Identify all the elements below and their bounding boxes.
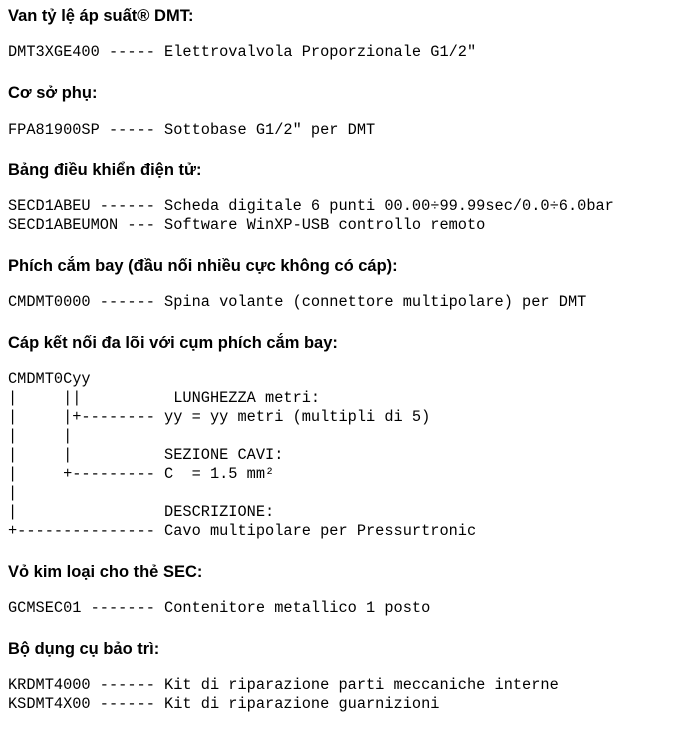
code-line: SECD1ABEU ------ Scheda digitale 6 punti 00.00÷99.99sec/0.0÷6.0bar (8, 197, 614, 215)
section-heading-flying-plug: Phích cắm bay (đầu nối nhiều cực không có cáp): (8, 257, 398, 275)
section-body-metal-case (8, 599, 430, 618)
section-body-subbase (8, 121, 375, 140)
code-line: CMDMT0Cyy (8, 370, 91, 388)
section-heading-cable: Cáp kết nối đa lõi với cụm phích cắm bay: (8, 334, 338, 352)
section-body-dmt-valve (8, 43, 476, 62)
code-line: DMT3XGE400 ----- Elettrovalvola Proporzionale G1/2" (8, 43, 477, 61)
code-line: +--------------- Cavo multipolare per Pressurtronic (8, 522, 477, 540)
code-line: | || LUNGHEZZA metri: (8, 389, 321, 407)
section-heading-maintenance-kit: Bộ dụng cụ bảo trì: (8, 640, 160, 658)
code-line: | |+-------- yy = yy metri (multipli di 5) (8, 408, 431, 426)
code-line: | (8, 484, 18, 502)
section-body-flying-plug (8, 293, 586, 312)
code-line: KRDMT4000 ------ Kit di riparazione parti meccaniche interne (8, 676, 559, 694)
code-line: SECD1ABEUMON --- Software WinXP-USB controllo remoto (8, 216, 486, 234)
code-line: | DESCRIZIONE: (8, 503, 275, 521)
code-line: | +--------- C = 1.5 mm² (8, 465, 275, 483)
section-body-cable-diagram (8, 370, 476, 541)
code-line: | | (8, 427, 73, 445)
section-heading-subbase: Cơ sở phụ: (8, 84, 98, 102)
code-line: FPA81900SP ----- Sottobase G1/2" per DMT (8, 121, 376, 139)
section-heading-dmt-valve: Van tỷ lệ áp suất® DMT: (8, 7, 194, 25)
section-body-maintenance-kit (8, 676, 559, 714)
section-heading-control-board: Bảng điều khiển điện tử: (8, 161, 202, 179)
code-line: KSDMT4X00 ------ Kit di riparazione guarnizioni (8, 695, 440, 713)
section-body-control-board (8, 197, 614, 235)
code-line: | | SEZIONE CAVI: (8, 446, 284, 464)
code-line: CMDMT0000 ------ Spina volante (connettore multipolare) per DMT (8, 293, 587, 311)
code-line: GCMSEC01 ------- Contenitore metallico 1 posto (8, 599, 431, 617)
section-heading-metal-case: Vỏ kim loại cho thẻ SEC: (8, 563, 203, 581)
